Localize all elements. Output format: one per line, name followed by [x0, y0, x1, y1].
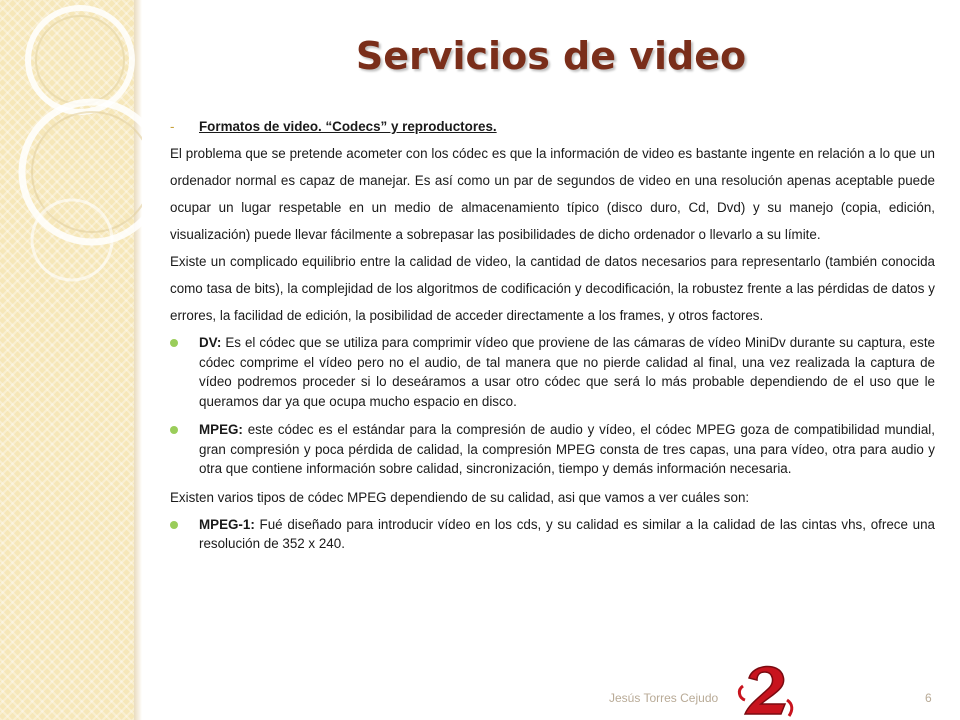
decorative-circles: [0, 0, 142, 720]
bullet-text: Fué diseñado para introducir vídeo en los cds, y su calidad es similar a la calidad de las cintas vhs, ofrece una resolución de 352 x 240.: [199, 516, 935, 551]
footer-author: Jesús Torres Cejudo: [609, 691, 719, 705]
bullet-term: DV:: [199, 335, 222, 350]
bullet-term: MPEG-1:: [199, 516, 255, 532]
slide-content: [170, 117, 935, 554]
bullet-dot-icon: [170, 339, 178, 347]
list-item: [170, 333, 935, 411]
page-number: 6: [925, 691, 932, 705]
red-number-2-dragon-logo-icon: [735, 660, 797, 720]
paragraph-intro: El problema que se pretende acometer con los códec es que la información de video es bastante ingente en relación a lo que un ordenador normal es capaz de manejar. Es así como un par de segundos de video en una resolución apenas aceptable puede ocupar un lugar respetable en un medio de almacenamiento típico (disco duro, Cd, Dvd) y su manejo (copia, edición, visualización) puede llevar fácilmente a sobrepasar las posibilidades de dicho ordenador o llevarlo a su límite.: [170, 146, 935, 242]
bullet-dot-icon: [170, 521, 178, 529]
section-heading: [170, 117, 935, 136]
paragraph-balance: Existe un complicado equilibrio entre la calidad de video, la cantidad de datos necesarios para representarlo (también conocida como tasa de bits), la complejidad de los algoritmos de codificación y decodificación, la robustez frente a las pérdidas de datos y errores, la facilidad de edición, la posibilidad de acceder directamente a los frames, y otros factores.: [170, 254, 935, 323]
heading-marker: -: [170, 119, 175, 134]
bullet-text: este códec es el estándar para la compresión de audio y vídeo, el códec MPEG goza de compatibilidad mundial, gran compresión y poca pérdida de calidad, la compresión MPEG consta de tres capas, una para vídeo, otra para audio y otra que contiene información sobre calidad, sincronización, tiempo y demás información necesaria.: [199, 422, 935, 476]
heading-text: Formatos de video. “Codecs” y reproductores.: [199, 119, 497, 134]
paragraph-types: Existen varios tipos de códec MPEG dependiendo de su calidad, asi que vamos a ver cuáles son:: [170, 489, 750, 505]
bullet-term: MPEG:: [199, 422, 243, 437]
bullet-text: Es el códec que se utiliza para comprimir vídeo que proviene de las cámaras de vídeo MiniDv durante su captura, este códec comprime el vídeo pero no el audio, de tal manera que no pierde calidad al final, una vez realizada la captura de vídeo podremos proceder si lo deseáramos a usar otro códec que será lo más probable dependiendo de el uso que le queramos dar ya que ocupa mucho espacio en disco.: [199, 335, 935, 409]
list-item: [170, 515, 935, 554]
bullet-dot-icon: [170, 426, 178, 434]
list-item: [170, 420, 935, 479]
slide-title: Servicios de video: [355, 34, 747, 78]
